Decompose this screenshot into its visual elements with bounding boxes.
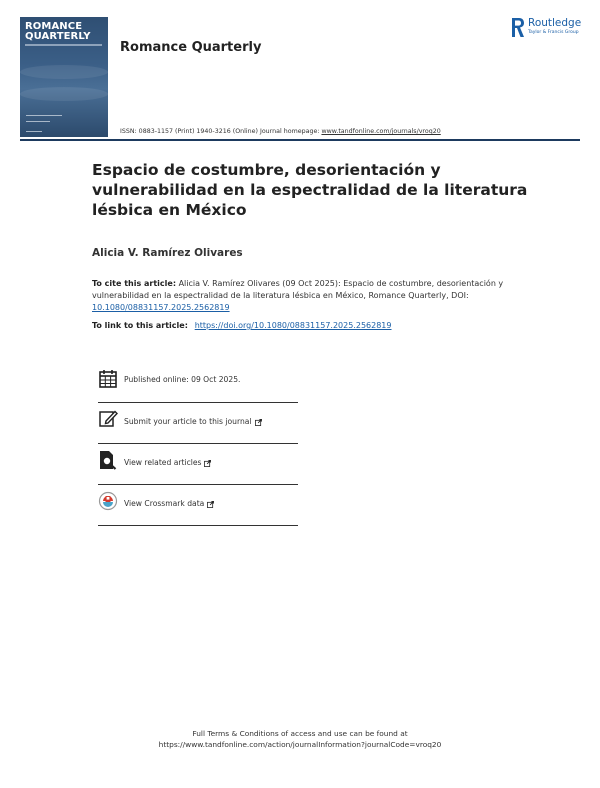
cite-text: Alicia V. Ramírez Olivares (09 Oct 2025): Espacio de costumbre, desorientación y vulnerabilidad en la espectralidad de la literatura lésbica en México, Romance Quarterly, DOI: bbox=[92, 279, 504, 300]
calendar-icon bbox=[98, 369, 118, 389]
article-title: Espacio de costumbre, desorientación y vulnerabilidad en la espectralidad de la literatura lésbica en México bbox=[92, 161, 528, 219]
related-articles-label: View related articles bbox=[124, 458, 202, 467]
submit-article-label: Submit your article to this journal bbox=[124, 417, 252, 426]
divider bbox=[98, 484, 298, 485]
footer-terms bbox=[0, 728, 600, 750]
crossmark-label: View Crossmark data bbox=[124, 499, 205, 508]
journal-name: Romance Quarterly bbox=[120, 40, 262, 55]
routledge-logo-icon bbox=[510, 17, 525, 38]
issn-line bbox=[120, 128, 441, 135]
cover-title-line1: ROMANCE bbox=[25, 21, 83, 32]
link-label: To link to this article: bbox=[92, 321, 191, 330]
cover-line bbox=[26, 115, 62, 116]
published-online-text: Published online: 09 Oct 2025. bbox=[124, 375, 241, 384]
edit-icon bbox=[98, 409, 118, 429]
publisher-logo bbox=[510, 17, 586, 39]
search-document-icon bbox=[98, 450, 118, 470]
cite-doi-link[interactable]: 10.1080/08831157.2025.2562819 bbox=[92, 303, 230, 312]
crossmark-text bbox=[124, 499, 214, 508]
footer-terms-link[interactable]: https://www.tandfonline.com/action/journalInformation?journalCode=vroq20 bbox=[158, 740, 442, 749]
article-author: Alicia V. Ramírez Olivares bbox=[92, 247, 243, 259]
publisher-tagline: Taylor & Francis Group bbox=[528, 30, 579, 35]
citation-block bbox=[92, 278, 522, 314]
submit-article-text bbox=[124, 417, 262, 426]
publisher-name: Routledge bbox=[528, 17, 582, 29]
cover-line bbox=[26, 121, 50, 122]
cite-label: To cite this article: bbox=[92, 279, 177, 288]
cover-subtitle-bar bbox=[25, 44, 102, 46]
cover-title bbox=[25, 22, 104, 42]
cover-wave bbox=[20, 65, 108, 79]
cover-title-line2: QUARTERLY bbox=[25, 31, 91, 42]
article-link-line bbox=[92, 321, 392, 330]
crossmark-icon bbox=[98, 491, 118, 511]
footer-line1: Full Terms & Conditions of access and use can be found at bbox=[192, 729, 408, 738]
published-online-item bbox=[98, 369, 298, 409]
external-link-icon bbox=[204, 460, 211, 467]
cover-line bbox=[26, 131, 42, 132]
issn-text: ISSN: 0883-1157 (Print) 1940-3216 (Online) Journal homepage: bbox=[120, 128, 322, 135]
article-doi-link[interactable]: https://doi.org/10.1080/08831157.2025.2562819 bbox=[194, 321, 392, 330]
divider bbox=[98, 525, 298, 526]
journal-homepage-link[interactable]: www.tandfonline.com/journals/vroq20 bbox=[321, 128, 441, 135]
journal-cover bbox=[20, 17, 108, 137]
divider bbox=[98, 443, 298, 444]
header-divider bbox=[20, 139, 580, 141]
divider bbox=[98, 402, 298, 403]
cover-wave bbox=[20, 87, 108, 101]
related-articles-text bbox=[124, 458, 211, 467]
external-link-icon bbox=[255, 419, 262, 426]
external-link-icon bbox=[207, 501, 214, 508]
